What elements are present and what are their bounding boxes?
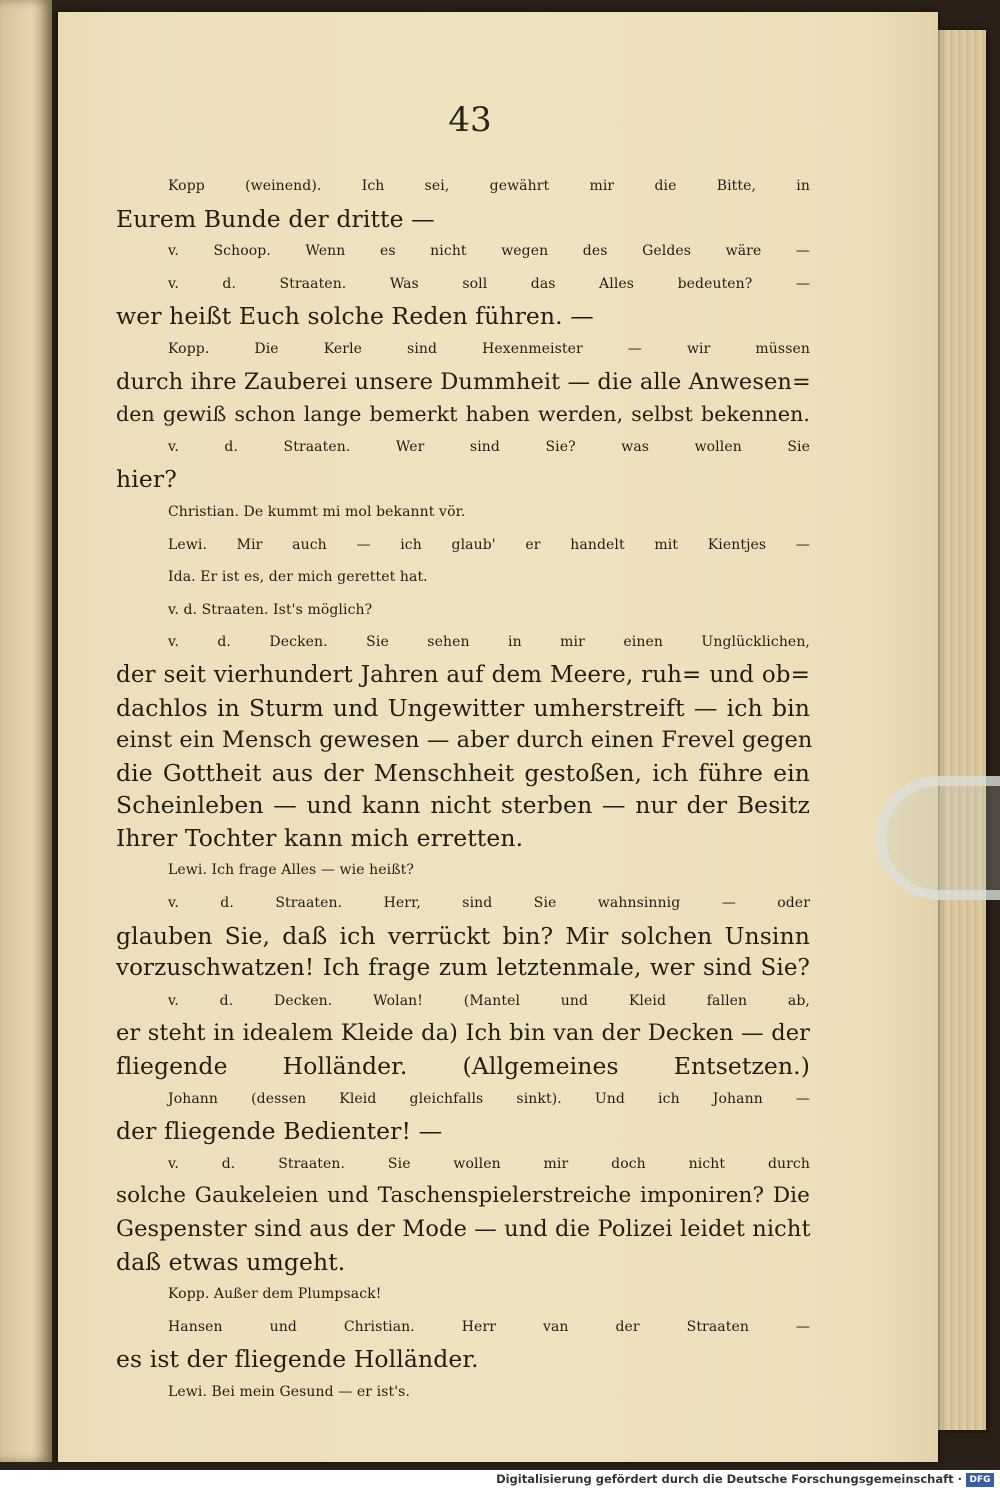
text-line: Kopp (weinend). Ich sei, gewährt mir die Bitte, in [168,178,810,194]
text-line: fliegende Holländer. (Allgemeines Entsetzen.) [116,1052,810,1081]
page-clip [876,776,1000,900]
text-line: die Gottheit aus der Menschheit gestoßen, ich führe ein [116,758,810,787]
text-line: der fliegende Bedienter! — [116,1117,443,1146]
text-line: v. Schoop. Wenn es nicht wegen des Geldes wäre — [168,243,810,260]
text-line: den gewiß schon lange bemerkt haben werden, selbst bekennen. [116,402,810,427]
facing-page-edge [0,0,52,1462]
text-line: Eurem Bunde der dritte — [116,204,435,233]
text-line: Johann (dessen Kleid gleichfalls sinkt). Und ich Johann — [168,1090,810,1107]
text-line: solche Gaukeleien und Taschenspielerstreiche imponiren? Die [116,1183,810,1209]
text-line: Lewi. Mir auch — ich glaub' er handelt mit Kientjes — [168,536,810,553]
text-line: dachlos in Sturm und Ungewitter umherstreift — ich bin [116,693,810,722]
text-line: v. d. Straaten. Wer sind Sie? was wollen Sie [168,438,810,455]
text-line: Scheinleben — und kann nicht sterben — nur der Besitz [116,791,810,820]
text-line: er steht in idealem Kleide da) Ich bin van der Decken — der [116,1020,810,1047]
page-edges [938,30,986,1430]
text-line: Christian. De kummt mi mol bekannt vör. [168,503,466,520]
text-line: Kopp. Außer dem Plumpsack! [168,1286,382,1303]
text-line: wer heißt Euch solche Reden führen. — [116,302,594,331]
text-line: Hansen und Christian. Herr van der Straaten — [168,1318,810,1335]
footer-bar [0,1470,1000,1490]
dfg-logo-icon: DFG [966,1473,994,1487]
text-line: v. d. Decken. Sie sehen in mir einen Unglücklichen, [168,634,810,651]
text-line: glauben Sie, daß ich verrückt bin? Mir solchen Unsinn [116,921,810,950]
text-line: daß etwas umgeht. [116,1247,346,1276]
text-line: einst ein Mensch gewesen — aber durch einen Frevel gegen [116,727,813,754]
text-line: hier? [116,465,177,494]
text-line: es ist der fliegende Holländer. [116,1345,479,1374]
page-text [116,170,813,1409]
text-line: Kopp. Die Kerle sind Hexenmeister — wir müssen [168,340,810,357]
text-line: v. d. Straaten. Was soll das Alles bedeuten? — [168,275,810,292]
text-line: durch ihre Zauberei unsere Dummheit — die alle Anwesen= [116,368,811,395]
text-line: v. d. Straaten. Ist's möglich? [168,601,373,618]
text-line: Lewi. Ich frage Alles — wie heißt? [168,862,414,879]
page-number: 43 [448,100,492,140]
text-line: der seit vierhundert Jahren auf dem Meere, ruh= und ob= [116,661,810,688]
funding-credit: Digitalisierung gefördert durch die Deutsche Forschungsgemeinschaft · [496,1472,962,1486]
text-line: v. d. Straaten. Sie wollen mir doch nicht durch [168,1155,810,1172]
text-line: v. d. Straaten. Herr, sind Sie wahnsinnig — oder [168,895,810,912]
text-line: v. d. Decken. Wolan! (Mantel und Kleid fallen ab, [168,992,810,1009]
text-line: Ihrer Tochter kann mich erretten. [116,823,524,852]
text-line: Gespenster sind aus der Mode — und die Polizei leidet nicht [116,1216,811,1242]
text-line: Ida. Er ist es, der mich gerettet hat. [168,569,428,586]
text-line: vorzuschwatzen! Ich frage zum letztenmale, wer sind Sie? [116,955,810,982]
text-line: Lewi. Bei mein Gesund — er ist's. [168,1383,410,1400]
